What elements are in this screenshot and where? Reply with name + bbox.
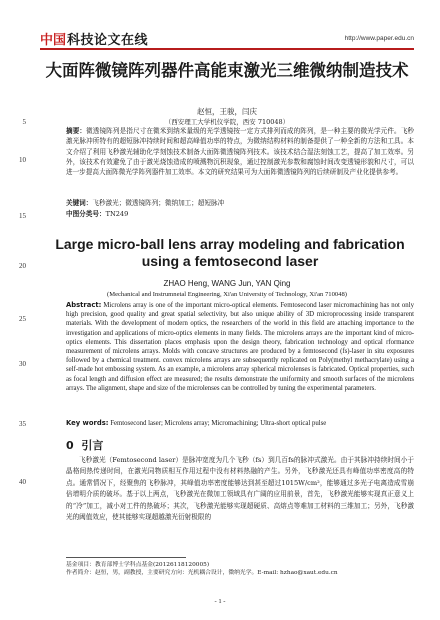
chinese-authors: 赵恒，王骏，闫庆: [197, 107, 257, 116]
classification-label: 中图分类号：: [66, 210, 106, 218]
chinese-abstract-label: 摘要：: [66, 127, 87, 135]
chinese-title: 大面阵微镜阵列器件高能束激光三维微纳制造技术: [45, 61, 409, 80]
header-divider: [40, 48, 414, 50]
line-number: 40: [19, 478, 26, 486]
header-url-link[interactable]: http://www.paper.edu.cn: [344, 35, 414, 42]
chinese-abstract: [66, 126, 414, 177]
footnote-funding: 基金项目：教育部博士学科点基金(20126118120005): [66, 562, 210, 568]
english-title: Large micro-ball lens array modeling and fabrication using a femtosecond laser: [55, 236, 405, 269]
footnote-divider: [66, 557, 186, 558]
english-affiliation: (Mechanical and Instrumnetal Engineering, Xi'an University of Technology, Xi'an 710048): [107, 291, 347, 298]
english-keywords-label: Key words:: [66, 419, 109, 427]
section-title: 引言: [81, 439, 104, 452]
journal-header: [40, 30, 414, 46]
section-heading-introduction: [66, 437, 103, 453]
chinese-affiliation: （西安理工大学机仪学院，西安 710048）: [164, 118, 290, 126]
english-authors: ZHAO Heng, WANG Jun, YAN Qing: [163, 279, 291, 288]
english-abstract: [66, 301, 414, 393]
chinese-keywords: [66, 198, 414, 208]
page-number: - 1 -: [214, 598, 226, 605]
line-number: 35: [19, 420, 26, 428]
logo-name: 科技论文在线: [67, 32, 149, 48]
intro-paragraph: 飞秒激光（Femtosecond laser）是脉冲宽度为几个飞秒（fs）到几百fs的脉冲式激光。由于其脉冲持续时间小于晶格间热传递时间，在激光同物质相互作用过程中没有材料热融的产生。另外，飞秒激光还具有峰值功率密度高的特点。通常情况下，经聚焦的飞秒脉冲，其峰值功率密度能够达到甚至超过1015W/cm²，能够通过多光子电离造成雪崩倍增明介质的破坏。基于以上两点，飞秒激光在微加工领域具有广阔的应用前景，首先，飞秒激光能够实现真正意义上的“冷”加工，减小对工件的热破坏；其次，飞秒激光能够实现超硬质、高熔点等难加工材料的三维加工；另外，飞秒激光的阈值效应，使其能够实现超越激光衍射极限的: [66, 456, 414, 522]
line-number: 25: [19, 315, 26, 323]
chinese-keywords-label: 关键词：: [66, 199, 93, 207]
chinese-abstract-text: 微透镜阵列是指尺寸在微米到纳米量级的光学透镜按一定方式排列而成的阵列，是一种主要的微光学元件。飞秒激光脉冲所特有的超短脉冲持续时间和超高峰值功率的特点，为微纳结构材料的制备提供了一种全新的方法和工具。本文介绍了利用飞秒激光辅助化学刻蚀技术制备大面阵微透镜阵列技术。该技术结合湿法刻蚀工艺，提高了加工效率。另外，该技术有效避免了由于激光烧蚀造成的喷溅物沉积现象，通过控制激光参数和腐蚀时间改变透镜形貌和尺寸，可以进一步提高大面阵微光学阵列器件加工效率。本文的研究结果可为大面阵微透镜阵列的后续研制及产业化提供参考。: [66, 127, 415, 177]
classification-number: [66, 209, 414, 219]
line-number: 15: [19, 212, 26, 220]
english-abstract-label: Abstract:: [66, 301, 102, 309]
chinese-keywords-text: 飞秒激光；微透镜阵列；微纳加工；超短脉冲: [92, 199, 225, 207]
line-number: 5: [22, 118, 26, 126]
english-abstract-text: Microlens array is one of the important micro-optical elements. Femtosecond laser micromachining has not only high precision, good quality and great spatial selectivity, but also unique ability of 3D microprocessing inside transparent materials. With the development of modern optics, the researchers of the world in this field are attaching importance to the investigation and applications of micro-optics elements in many fields. The microlens arrays are the important kind of micro-optics elements. This dissertation places emphasis upon the design theory, fabrication technology and optical rformance measurement of microlens arrays. Molds with concave structures are produced by a femtosecond (fs)-laser in situ exposures followed by a chemical treatment. convex microlens arrays are subsequently replicated on Poly(methyl methacrylate) using a self-made hot embossing system. As an example, a microlens array spherical microlenses is fabricated. Optical properties, such as focal length and diffusion effect are measured; the results demonstrate the uniformity and smooth surfaces of the microlens arrays. The alignment, shape and size of the microlenses can be controlled by tuning the experimental parameters.: [66, 302, 414, 392]
footnotes: [66, 561, 414, 577]
section-number: 0: [66, 439, 74, 452]
journal-logo[interactable]: [40, 30, 148, 46]
english-keywords-text: Femtosecond laser; Microlens array; Micromachining; Ultra-short optical pulse: [110, 420, 327, 427]
line-number: 10: [19, 156, 26, 164]
line-number: 30: [19, 360, 26, 368]
line-number: 20: [19, 262, 26, 270]
footnote-author: 作者简介：赵恒，男，副教授，主要研究方向：光机耦合设计，微纳光学。E-mail: hzhao@xaut.edu.cn: [66, 570, 338, 577]
classification-value: TN249: [105, 210, 129, 218]
logo-mark: 中国: [40, 32, 67, 48]
english-keywords: [66, 419, 414, 428]
